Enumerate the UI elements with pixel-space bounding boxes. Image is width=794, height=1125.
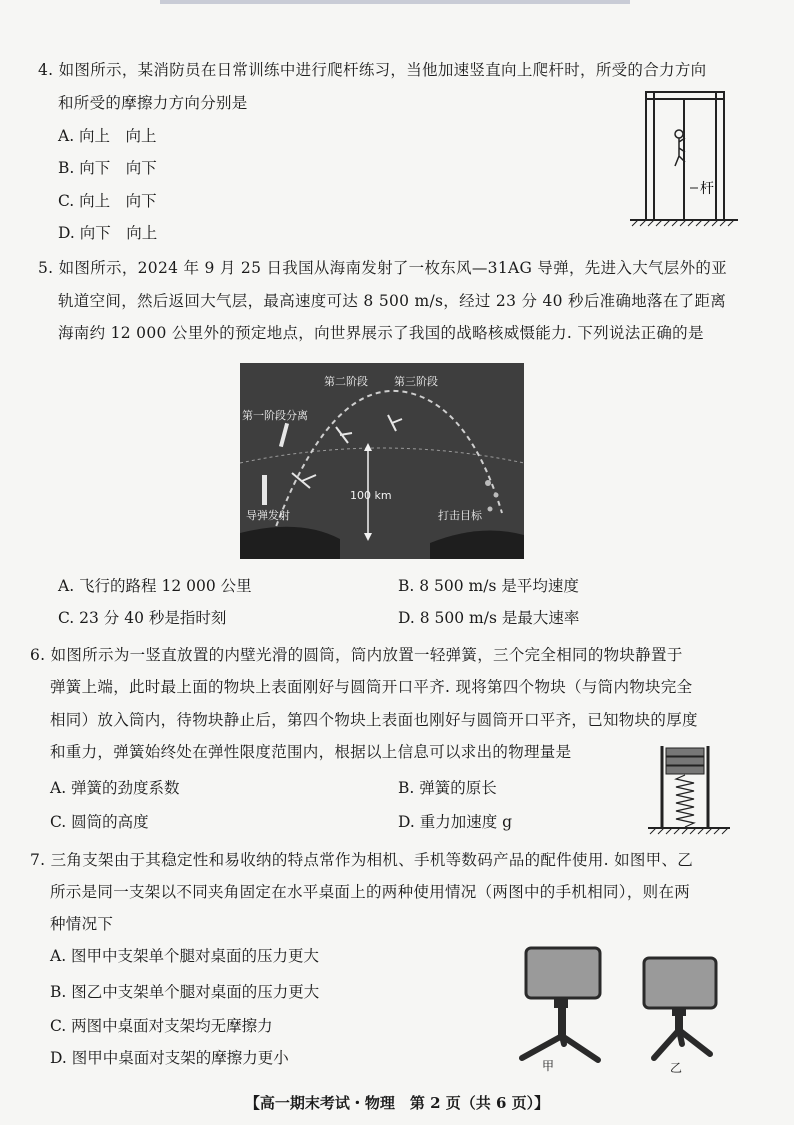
q5-option-d[interactable]: D. 8 500 m/s 是最大速率 <box>398 609 580 627</box>
stage3-label: 第三阶段 <box>394 375 438 388</box>
label-yi: 乙 <box>670 1061 683 1075</box>
q7-stem-line3: 种情况下 <box>50 915 114 933</box>
q6-stem-line4: 和重力，弹簧始终处在弹性限度范围内，根据以上信息可以求出的物理量是 <box>50 743 572 761</box>
stage2-label: 第二阶段 <box>324 375 368 388</box>
q6-option-a[interactable]: A. 弹簧的劲度系数 <box>50 779 180 797</box>
q4-option-b[interactable]: B. 向下 向下 <box>58 159 157 177</box>
q5-option-c[interactable]: C. 23 分 40 秒是指时刻 <box>58 609 227 627</box>
q5-stem-line3: 海南约 12 000 公里外的预定地点，向世界展示了我国的战略核威慑能力. 下列说法正确的是 <box>58 324 704 342</box>
q4-stem-line2: 和所受的摩擦力方向分别是 <box>58 94 248 112</box>
q7-stem-line2: 所示是同一支架以不同夹角固定在水平桌面上的两种使用情况（两图中的手机相同），则在两 <box>50 883 691 901</box>
target-label: 打击目标 <box>438 509 482 522</box>
q6-stem-line1: 6. 如图所示为一竖直放置的内壁光滑的圆筒，筒内放置一轻弹簧，三个完全相同的物块静置于 <box>30 646 683 664</box>
q7-option-d[interactable]: D. 图甲中桌面对支架的摩擦力更小 <box>50 1049 289 1067</box>
q4-option-d[interactable]: D. 向下 向上 <box>58 224 158 242</box>
q4-option-a[interactable]: A. 向上 向上 <box>58 127 157 145</box>
tripod-figure-jia <box>508 944 620 1074</box>
launch-label: 导弹发射 <box>246 509 290 522</box>
q5-stem-line2: 轨道空间，然后返回大气层，最高速度可达 8 500 m/s，经过 23 分 40 秒后准确地落在了距离 <box>58 292 727 310</box>
q4-stem-line1: 4. 如图所示，某消防员在日常训练中进行爬杆练习，当他加速竖直向上爬杆时，所受的合力方向 <box>38 61 707 79</box>
q6-stem-line3: 相同）放入筒内，待物块静止后，第四个物块上表面也刚好与圆筒开口平齐，已知物块的厚度 <box>50 711 698 729</box>
tripod-figure-yi <box>632 954 732 1076</box>
q6-option-d[interactable]: D. 重力加速度 g <box>398 813 513 831</box>
q7-stem-line1: 7. 三角支架由于其稳定性和易收纳的特点常作为相机、手机等数码产品的配件使用. 如图甲、乙 <box>30 851 694 869</box>
q7-option-b[interactable]: B. 图乙中支架单个腿对桌面的压力更大 <box>50 983 320 1001</box>
page-footer: 【高一期末考试・物理 第 2 页（共 6 页）】 <box>244 1094 550 1112</box>
q5-option-a[interactable]: A. 飞行的路程 12 000 公里 <box>58 577 252 595</box>
missile-trajectory-figure <box>240 363 524 559</box>
q5-option-b[interactable]: B. 8 500 m/s 是平均速度 <box>398 577 579 595</box>
scan-top-edge <box>160 0 630 4</box>
q4-option-c[interactable]: C. 向上 向下 <box>58 192 157 210</box>
stage1-label: 第一阶段分离 <box>242 409 308 422</box>
q6-option-c[interactable]: C. 圆筒的高度 <box>50 813 149 831</box>
q6-option-b[interactable]: B. 弹簧的原长 <box>398 779 497 797</box>
label-jia: 甲 <box>542 1059 555 1073</box>
altitude-label: 100 km <box>350 489 392 502</box>
q7-option-a[interactable]: A. 图甲中支架单个腿对桌面的压力更大 <box>50 947 320 965</box>
pole-label: 杆 <box>700 181 714 197</box>
spring-tube-figure <box>646 744 732 836</box>
q6-stem-line2: 弹簧上端，此时最上面的物块上表面刚好与圆筒开口平齐. 现将第四个物块（与筒内物块完全 <box>50 678 693 696</box>
q5-stem-line1: 5. 如图所示，2024 年 9 月 25 日我国从海南发射了一枚东风—31AG 导弹，先进入大气层外的亚 <box>38 259 728 277</box>
pole-climb-figure <box>628 86 740 228</box>
q7-option-c[interactable]: C. 两图中桌面对支架均无摩擦力 <box>50 1017 273 1035</box>
